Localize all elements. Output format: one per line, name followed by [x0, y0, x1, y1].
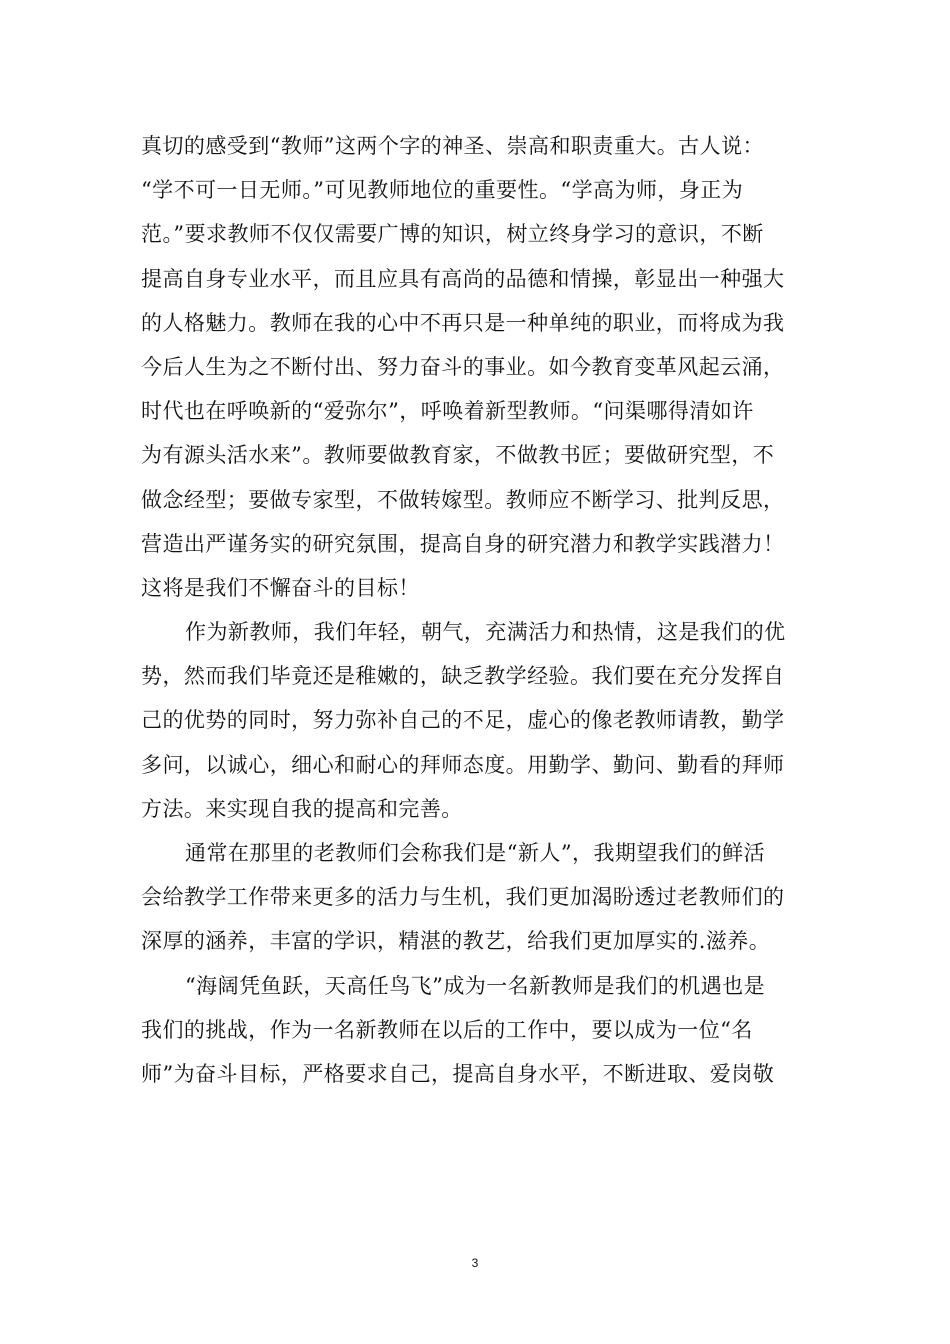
text-line: 真切的感受到“教师”这两个字的神圣、崇高和职责重大。古人说： — [141, 134, 764, 158]
text-line: 做念经型；要做专家型，不做转嫁型。教师应不断学习、批判反思， — [141, 487, 785, 512]
text-line: 今后人生为之不断付出、努力奋斗的事业。如今教育变革风起云涌， — [141, 354, 785, 379]
text-line: 师”为奋斗目标，严格要求自己，提高自身水平，不断进取、爱岗敬 — [141, 1061, 775, 1086]
text-line: 方法。来实现自我的提高和完善。 — [141, 796, 463, 821]
page-number: 3 — [471, 1256, 479, 1270]
text-line: 提高自身专业水平，而且应具有高尚的品德和情操，彰显出一种强大 — [141, 266, 785, 291]
text-line: “学不可一日无师。”可见教师地位的重要性。“学高为师，身正为 — [141, 178, 744, 203]
text-line: 为有源头活水来”。教师要做教育家，不做教书匠；要做研究型，不 — [141, 443, 775, 468]
text-line: 深厚的涵养，丰富的学识，精湛的教艺，给我们更加厚实的.滋养。 — [141, 929, 771, 954]
text-line: 的人格魅力。教师在我的心中不再只是一种单纯的职业，而将成为我 — [141, 310, 785, 335]
text-line: 范。”要求教师不仅仅需要广博的知识，树立终身学习的意识，不断 — [141, 222, 764, 247]
text-line: 会给教学工作带来更多的活力与生机，我们更加渴盼透过老教师们的 — [141, 885, 785, 910]
text-line: 时代也在呼唤新的“爱弥尔”，呼唤着新型教师。“问渠哪得清如许 — [141, 399, 754, 424]
paragraph-first-line: “海阔凭鱼跃，天高任鸟飞”成为一名新教师是我们的机遇也是 — [185, 973, 766, 998]
paragraph-first-line: 作为新教师，我们年轻，朝气，充满活力和热情，这是我们的优 — [185, 620, 786, 645]
text-line: 势，然而我们毕竟还是稚嫩的，缺乏教学经验。我们要在充分发挥自 — [141, 664, 785, 689]
paragraph-first-line: 通常在那里的老教师们会称我们是“新人”，我期望我们的鲜活 — [185, 841, 766, 865]
text-line: 己的优势的同时，努力弥补自己的不足，虚心的像老教师请教，勤学 — [141, 708, 785, 733]
text-line: 我们的挑战，作为一名新教师在以后的工作中，要以成为一位“名 — [141, 1017, 753, 1042]
text-line: 多问，以诚心，细心和耐心的拜师态度。用勤学、勤问、勤看的拜师 — [141, 752, 785, 777]
text-line: 营造出严谨务实的研究氛围，提高自身的研究潜力和教学实践潜力！ — [141, 531, 785, 556]
body-text — [141, 124, 821, 1096]
text-line: 这将是我们不懈奋斗的目标！ — [141, 575, 420, 600]
